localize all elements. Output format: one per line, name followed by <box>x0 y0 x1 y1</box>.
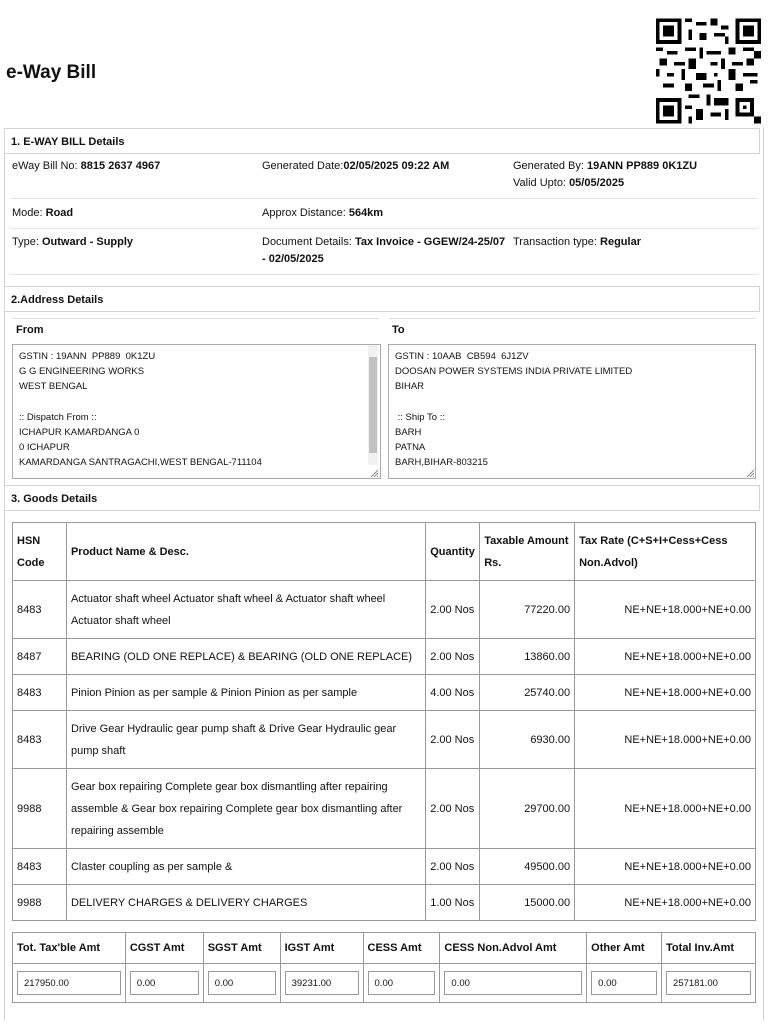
rate-cell: NE+NE+18.000+NE+0.00 <box>575 769 756 849</box>
desc-cell: Claster coupling as per sample & <box>66 849 425 885</box>
resize-handle-icon[interactable] <box>746 469 754 477</box>
qty-cell: 2.00 Nos <box>426 711 480 769</box>
other-label: Other Amt <box>587 933 662 964</box>
goods-table <box>12 522 756 921</box>
to-address-textarea[interactable]: GSTIN : 10AAB CB594 6J1ZV DOOSAN POWER SYSTEMS INDIA PRIVATE LIMITED BIHAR :: Ship To :: BARH PATNA BARH,BIHAR-803215 <box>388 344 756 479</box>
table-row <box>13 639 756 675</box>
qty-cell: 2.00 Nos <box>426 769 480 849</box>
qty-cell: 4.00 Nos <box>426 675 480 711</box>
desc-cell: Pinion Pinion as per sample & Pinion Pinion as per sample <box>66 675 425 711</box>
ewaybill-row-2 <box>10 198 758 229</box>
eway-bill-no: eWay Bill No: 8815 2637 4967 <box>12 160 161 172</box>
qty-cell: 1.00 Nos <box>426 885 480 921</box>
qty-cell: 2.00 Nos <box>426 849 480 885</box>
resize-handle-icon[interactable] <box>370 469 378 477</box>
igst-label: IGST Amt <box>280 933 363 964</box>
hsn-cell: 8483 <box>13 849 67 885</box>
generated-date: Generated Date:02/05/2025 09:22 AM <box>262 160 450 172</box>
total-taxable-label: Tot. Tax'ble Amt <box>13 933 126 964</box>
table-row <box>13 711 756 769</box>
desc-cell: BEARING (OLD ONE REPLACE) & BEARING (OLD ONE REPLACE) <box>66 639 425 675</box>
generated-by: Generated By: 19ANN PP889 0K1ZU Valid Upto: 05/05/2025 <box>513 160 698 189</box>
cess-field[interactable]: 0.00 <box>368 971 436 995</box>
total-inv-field[interactable]: 257181.00 <box>666 971 751 995</box>
desc-cell: DELIVERY CHARGES & DELIVERY CHARGES <box>66 885 425 921</box>
rate-cell: NE+NE+18.000+NE+0.00 <box>575 885 756 921</box>
mode: Mode: Road <box>12 207 74 219</box>
from-address-textarea[interactable]: GSTIN : 19ANN PP889 0K1ZU G G ENGINEERING WORKS WEST BENGAL :: Dispatch From :: ICHAPUR KAMARDANGA 0 0 ICHAPUR KAMARDANGA SANTRAGACHI,WEST BENGAL-711104 <box>12 344 381 479</box>
col-hsn: HSN Code <box>13 523 67 581</box>
amount-cell: 15000.00 <box>480 885 575 921</box>
amount-cell: 77220.00 <box>480 581 575 639</box>
sgst-label: SGST Amt <box>203 933 280 964</box>
totals-value-row <box>13 964 756 1003</box>
to-divider <box>389 318 756 319</box>
table-row <box>13 885 756 921</box>
hsn-cell: 8483 <box>13 581 67 639</box>
amount-cell: 13860.00 <box>480 639 575 675</box>
cess-label: CESS Amt <box>363 933 440 964</box>
total-inv-label: Total Inv.Amt <box>662 933 756 964</box>
hsn-cell: 9988 <box>13 885 67 921</box>
rate-cell: NE+NE+18.000+NE+0.00 <box>575 675 756 711</box>
igst-field[interactable]: 39231.00 <box>285 971 359 995</box>
amount-cell: 6930.00 <box>480 711 575 769</box>
transaction-type: Transaction type: Regular <box>513 236 641 248</box>
ewaybill-row-3 <box>10 228 758 275</box>
section-address-heading: 2.Address Details <box>4 286 760 312</box>
from-divider <box>12 318 379 319</box>
col-product: Product Name & Desc. <box>66 523 425 581</box>
table-row <box>13 849 756 885</box>
total-taxable-field[interactable]: 217950.00 <box>17 971 121 995</box>
rate-cell: NE+NE+18.000+NE+0.00 <box>575 581 756 639</box>
document-details: Document Details: Tax Invoice - GGEW/24-25/07 - 02/05/2025 <box>262 236 506 265</box>
to-label: To <box>392 324 405 336</box>
hsn-cell: 8483 <box>13 711 67 769</box>
table-row <box>13 769 756 849</box>
hsn-cell: 8487 <box>13 639 67 675</box>
cess-nonadvol-field[interactable]: 0.00 <box>444 971 582 995</box>
col-quantity: Quantity <box>426 523 480 581</box>
hsn-cell: 8483 <box>13 675 67 711</box>
section-ewaybill-heading: 1. E-WAY BILL Details <box>4 128 760 154</box>
hsn-cell: 9988 <box>13 769 67 849</box>
amount-cell: 29700.00 <box>480 769 575 849</box>
table-row <box>13 675 756 711</box>
section-goods-heading: 3. Goods Details <box>4 485 760 511</box>
approx-distance: Approx Distance: 564km <box>262 207 384 219</box>
cgst-field[interactable]: 0.00 <box>130 971 199 995</box>
sgst-field[interactable]: 0.00 <box>208 971 276 995</box>
cgst-label: CGST Amt <box>125 933 203 964</box>
page-title: e-Way Bill <box>6 62 97 83</box>
desc-cell: Drive Gear Hydraulic gear pump shaft & Drive Gear Hydraulic gear pump shaft <box>66 711 425 769</box>
ewaybill-row-1 <box>10 154 758 199</box>
goods-header-row <box>13 523 756 581</box>
desc-cell: Gear box repairing Complete gear box dismantling after repairing assemble & Gear box repairing Complete gear box dismantling after repairing assemble <box>66 769 425 849</box>
supply-type: Type: Outward - Supply <box>12 236 134 248</box>
amount-cell: 49500.00 <box>480 849 575 885</box>
totals-table <box>12 932 756 1003</box>
col-tax-rate: Tax Rate (C+S+I+Cess+Cess Non.Advol) <box>575 523 756 581</box>
table-row <box>13 581 756 639</box>
totals-header-row <box>13 933 756 964</box>
from-scroll-thumb[interactable] <box>369 357 377 453</box>
from-label: From <box>16 324 44 336</box>
qty-cell: 2.00 Nos <box>426 581 480 639</box>
desc-cell: Actuator shaft wheel Actuator shaft wheel & Actuator shaft wheel Actuator shaft wheel <box>66 581 425 639</box>
qr-code <box>656 17 761 125</box>
amount-cell: 25740.00 <box>480 675 575 711</box>
rate-cell: NE+NE+18.000+NE+0.00 <box>575 639 756 675</box>
other-field[interactable]: 0.00 <box>591 971 657 995</box>
rate-cell: NE+NE+18.000+NE+0.00 <box>575 849 756 885</box>
from-scrollbar[interactable] <box>368 345 378 465</box>
cess-nonadvol-label: CESS Non.Advol Amt <box>440 933 587 964</box>
rate-cell: NE+NE+18.000+NE+0.00 <box>575 711 756 769</box>
col-taxable: Taxable Amount Rs. <box>480 523 575 581</box>
qty-cell: 2.00 Nos <box>426 639 480 675</box>
